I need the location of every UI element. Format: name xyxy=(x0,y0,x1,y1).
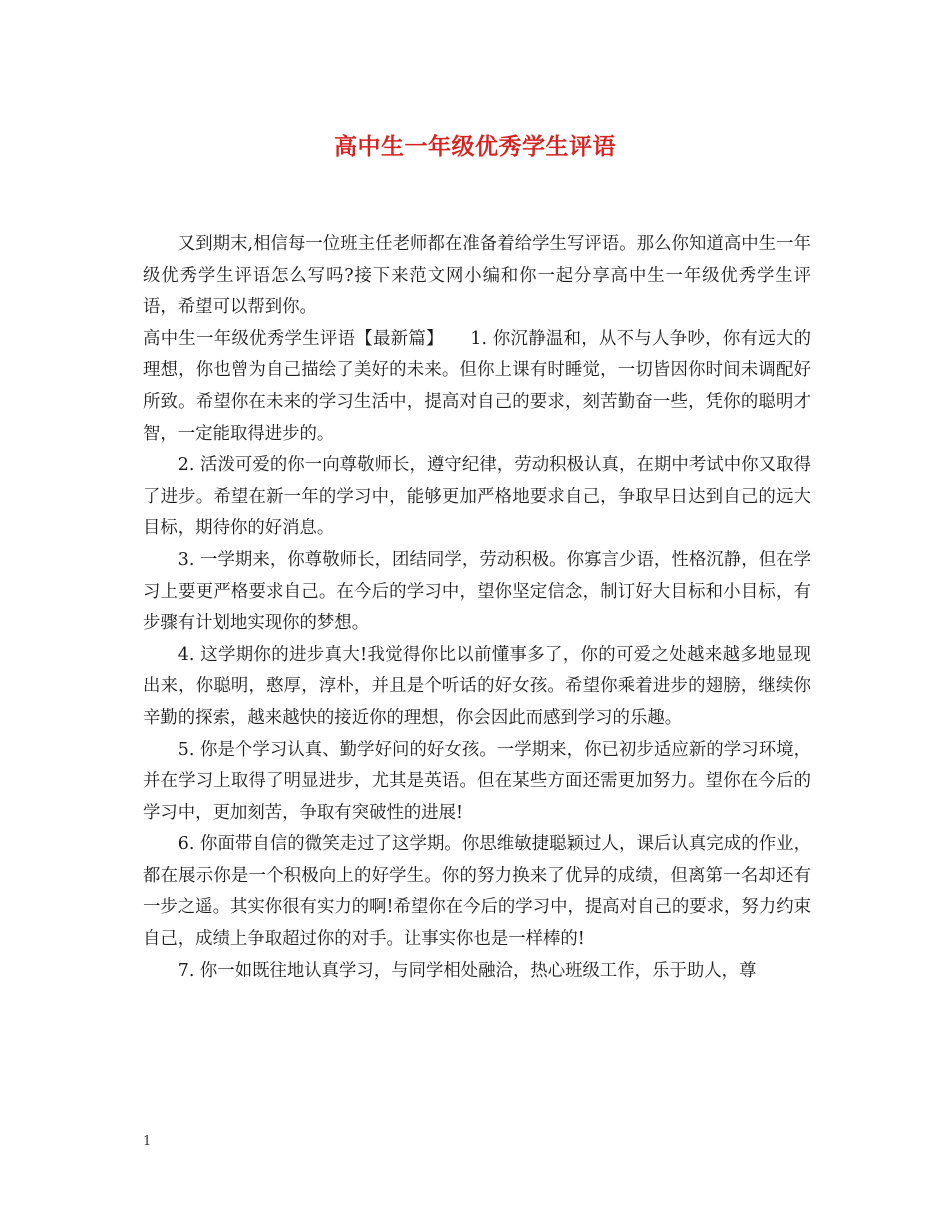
comment-item-3: 3. 一学期来，你尊敬师长，团结同学，劳动积极。你寡言少语，性格沉静，但在学习上要更严格要求自己。在今后的学习中，望你坚定信念，制订好大目标和小目标，有步骤有计划地实现你的梦想。 xyxy=(143,549,811,634)
section-heading-paragraph: 高中生一年级优秀学生评语【最新篇】 1. 你沉静温和，从不与人争吵，你有远大的理想，你也曾为自己描绘了美好的未来。但你上课有时睡觉，一切皆因你时间未调配好所致。希望你在未来的学习生活中，提高对自己的要求，刻苦勤奋一些，凭你的聪明才智，一定能取得进步的。 xyxy=(143,328,811,444)
comment-item-7: 7. 你一如既往地认真学习，与同学相处融洽，热心班级工作，乐于助人，尊 xyxy=(177,960,757,981)
comment-item-2: 2. 活泼可爱的你一向尊敬师长，遵守纪律，劳动积极认真，在期中考试中你又取得了进步。希望在新一年的学习中，能够更加严格地要求自己，争取早日达到自己的远大目标，期待你的好消息。 xyxy=(143,455,811,539)
comment-item-4: 4. 这学期你的进步真大!我觉得你比以前懂事多了，你的可爱之处越来越多地显现出来，你聪明，憨厚，淳朴，并且是个听话的好女孩。希望你乘着进步的翅膀，继续你辛勤的探索，越来越快的接近你的理想，你会因此而感到学习的乐趣。 xyxy=(143,644,811,728)
comment-item-6: 6. 你面带自信的微笑走过了这学期。你思维敏捷聪颖过人，课后认真完成的作业，都在展示你是一个积极向上的好学生。你的努力换来了优异的成绩，但离第一名却还有一步之遥。其实你很有实力的啊!希望你在今后的学习中，提高对自己的要求，努力约束自己，成绩上争取超过你的对手。让事实你也是一样棒的! xyxy=(143,834,811,950)
document-title: 高中生一年级优秀学生评语 xyxy=(334,133,616,160)
document-body xyxy=(143,229,811,987)
page-number: 1 xyxy=(143,1134,152,1149)
intro-paragraph: 又到期末,相信每一位班主任老师都在准备着给学生写评语。那么你知道高中生一年级优秀学生评语怎么写吗?接下来范文网小编和你一起分享高中生一年级优秀学生评语，希望可以帮到你。 xyxy=(143,234,811,318)
comment-item-5: 5. 你是个学习认真、勤学好问的好女孩。一学期来，你已初步适应新的学习环境，并在学习上取得了明显进步，尤其是英语。但在某些方面还需更加努力。望你在今后的学习中，更加刻苦，争取有突破性的进展! xyxy=(143,739,811,823)
